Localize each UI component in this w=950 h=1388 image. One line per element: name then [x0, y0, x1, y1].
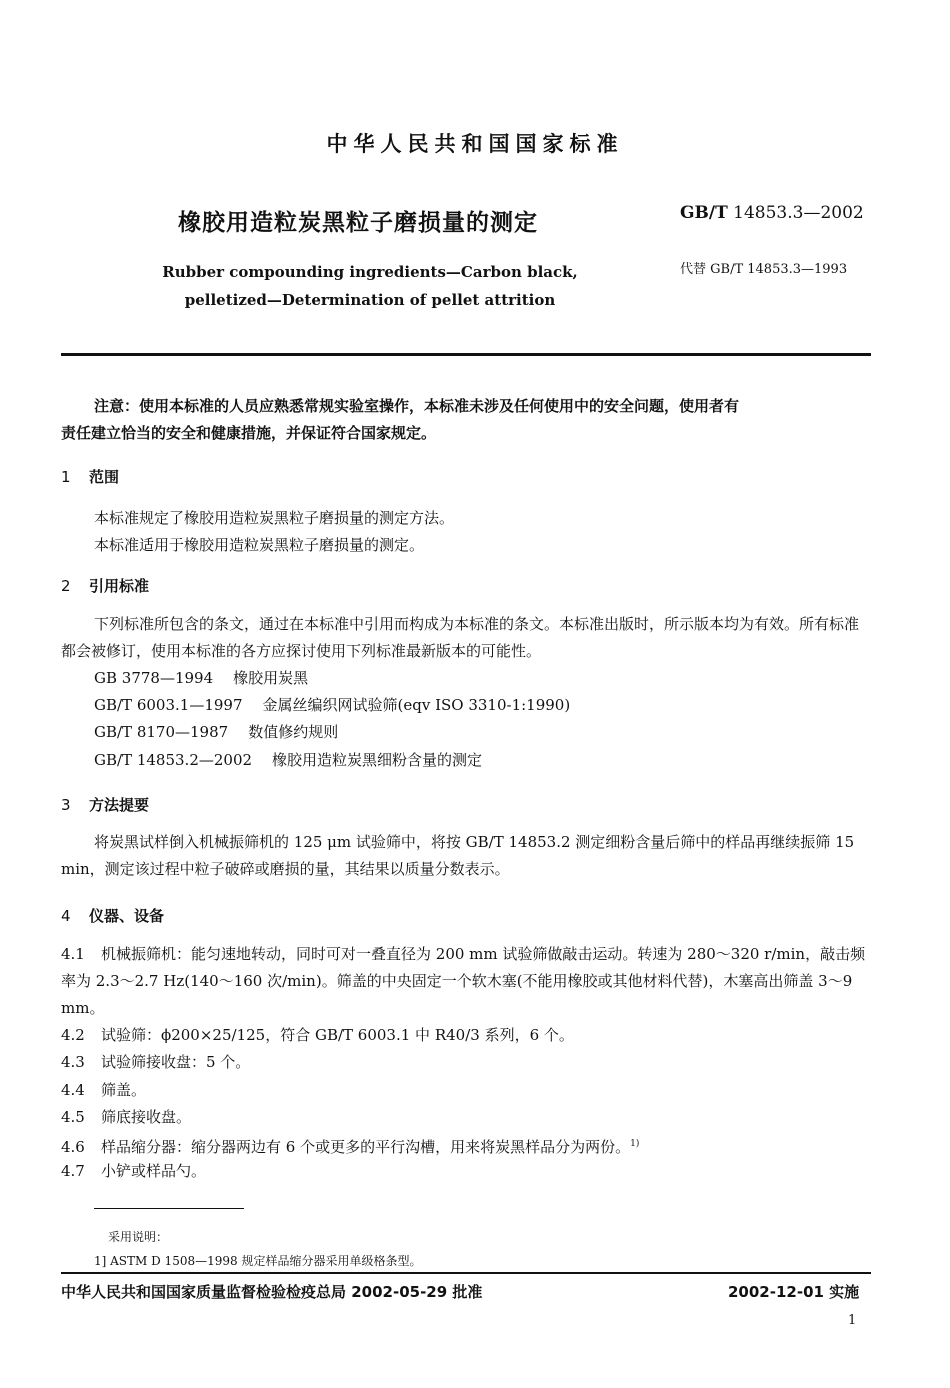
item-number: 4.3	[61, 1053, 85, 1071]
section-3-heading	[61, 792, 871, 819]
item-number: 4.7	[61, 1162, 85, 1180]
notice-line2: 责任建立恰当的安全和健康措施，并保证符合国家规定。	[61, 424, 437, 442]
reference-code: GB 3778—1994	[94, 669, 214, 687]
reference-item	[94, 694, 570, 715]
reference-item	[94, 749, 482, 770]
equipment-item	[61, 1158, 871, 1185]
equipment-item	[61, 1049, 871, 1076]
reference-name: 橡胶用造粒炭黑细粉含量的测定	[272, 751, 483, 769]
section-1-heading	[61, 464, 871, 491]
reference-name: 橡胶用炭黑	[233, 669, 309, 687]
item-number: 4.1	[61, 945, 85, 963]
item-text: 样品缩分器：缩分器两边有 6 个或更多的平行沟槽，用来将炭黑样品分为两份。	[101, 1138, 631, 1156]
equipment-item	[61, 1131, 871, 1161]
equipment-item	[61, 1022, 871, 1049]
notice-label: 注意：	[94, 397, 140, 415]
section-4-heading	[61, 903, 871, 930]
section-title: 方法提要	[89, 796, 150, 814]
section-1-paragraph-2: 本标准适用于橡胶用造粒炭黑粒子磨损量的测定。	[94, 536, 425, 554]
item-text: 试验筛：ϕ200×25/125，符合 GB/T 6003.1 中 R40/3 系列，6 个。	[101, 1026, 574, 1044]
section-title: 仪器、设备	[89, 907, 165, 925]
reference-name: 数值修约规则	[248, 723, 339, 741]
item-text: 筛底接收盘。	[101, 1108, 192, 1126]
section-2-heading	[61, 573, 871, 600]
approval-line: 中华人民共和国国家质量监督检验检疫总局 2002-05-29 批准	[61, 1283, 483, 1301]
item-number: 4.6	[61, 1138, 85, 1156]
safety-notice	[61, 393, 871, 447]
item-number: 4.2	[61, 1026, 85, 1044]
item-number: 4.4	[61, 1081, 85, 1099]
reference-code: GB/T 14853.2—2002	[94, 751, 253, 769]
section-2-intro: 下列标准所包含的条文，通过在本标准中引用而构成为本标准的条文。本标准出版时，所示版本均为有效。所有标准都会被修订，使用本标准的各方应探讨使用下列标准最新版本的可能性。	[61, 615, 860, 660]
standard-code-prefix: GB/T	[680, 203, 728, 223]
chinese-title: 橡胶用造粒炭黑粒子磨损量的测定	[178, 210, 538, 236]
reference-code: GB/T 6003.1—1997	[94, 696, 243, 714]
footnote-divider	[94, 1208, 244, 1209]
section-1-paragraph-1: 本标准规定了橡胶用造粒炭黑粒子磨损量的测定方法。	[94, 509, 455, 527]
item-text: 机械振筛机：能匀速地转动，同时可对一叠直径为 200 mm 试验筛做敲击运动。转速为 280～320 r/min，敲击频率为 2.3～2.7 Hz(140～160 次/min)。筛盖的中央固定一个软木塞(不能用橡胶或其他材料代替)，木塞高出筛盖 3～9 mm。	[61, 945, 866, 1017]
section-3-text: 将炭黑试样倒入机械振筛机的 125 μm 试验筛中，将按 GB/T 14853.2 测定细粉含量后筛中的样品再继续振筛 15 min，测定该过程中粒子破碎或磨损的量，其结果以质量分数表示。	[61, 833, 855, 878]
notice-line1: 使用本标准的人员应熟悉常规实验室操作，本标准未涉及任何使用中的安全问题，使用者有	[139, 397, 740, 415]
item-text: 试验筛接收盘：5 个。	[101, 1053, 251, 1071]
english-title-line1: Rubber compounding ingredients—Carbon black,	[162, 263, 578, 281]
page-number: 1	[848, 1313, 857, 1328]
section-number: 4	[61, 907, 71, 925]
reference-name: 金属丝编织网试验筛(eqv ISO 3310-1:1990)	[262, 696, 571, 714]
section-number: 3	[61, 796, 71, 814]
standard-code	[680, 203, 864, 223]
item-text: 小铲或样品勺。	[101, 1162, 207, 1180]
section-number: 1	[61, 468, 71, 486]
equipment-item	[61, 1077, 871, 1104]
header-divider	[61, 353, 871, 356]
english-title-line2: pelletized—Determination of pellet attrition	[184, 291, 556, 309]
reference-item	[94, 721, 338, 742]
section-title: 范围	[89, 468, 120, 486]
replaces-standard: 代替 GB/T 14853.3—1993	[680, 262, 848, 277]
equipment-item	[61, 1104, 871, 1131]
footer-divider	[61, 1272, 871, 1274]
standard-type-title: 中华人民共和国国家标准	[326, 132, 624, 156]
equipment-item	[61, 941, 871, 1022]
english-title	[0, 258, 740, 314]
reference-item	[94, 667, 308, 688]
item-number: 4.5	[61, 1108, 85, 1126]
footnote-marker: 1)	[630, 1139, 640, 1149]
footnote-heading: 采用说明：	[108, 1230, 169, 1244]
effective-date: 2002-12-01 实施	[728, 1283, 860, 1301]
standard-code-number: 14853.3—2002	[733, 203, 864, 223]
footnote-text: 1] ASTM D 1508—1998 规定样品缩分器采用单级格条型。	[94, 1254, 422, 1268]
section-title: 引用标准	[89, 577, 150, 595]
item-text: 筛盖。	[101, 1081, 147, 1099]
section-number: 2	[61, 577, 71, 595]
reference-code: GB/T 8170—1987	[94, 723, 229, 741]
